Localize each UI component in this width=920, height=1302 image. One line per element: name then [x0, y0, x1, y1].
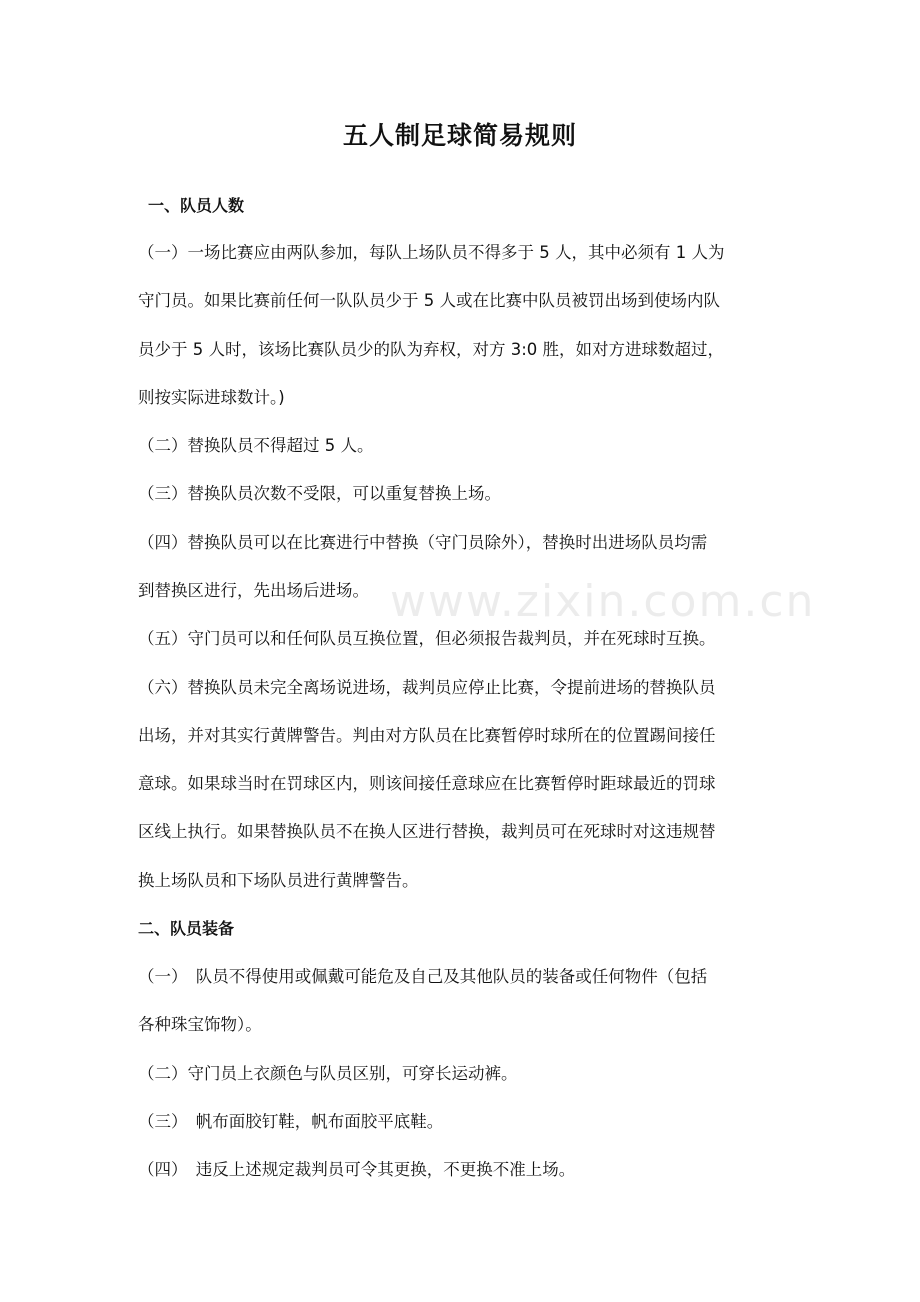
paragraph-line: （一）一场比赛应由两队参加，每队上场队员不得多于 5 人，其中必须有 1 人为	[138, 243, 725, 262]
paragraph-line: （四） 违反上述规定裁判员可令其更换，不更换不准上场。	[138, 1160, 576, 1179]
paragraph-line: （二）替换队员不得超过 5 人。	[138, 436, 374, 455]
paragraph-line: 各种珠宝饰物）。	[138, 1015, 262, 1034]
paragraph-line: （六）替换队员未完全离场说进场，裁判员应停止比赛，令提前进场的替换队员	[138, 678, 716, 697]
paragraph-line: 员少于 5 人时，该场比赛队员少的队为弃权，对方 3:0 胜，如对方进球数超过，	[138, 340, 725, 359]
paragraph-line: （三） 帆布面胶钉鞋，帆布面胶平底鞋。	[138, 1112, 444, 1131]
section-heading-players: 一、队员人数	[148, 196, 245, 215]
document-title: 五人制足球简易规则	[342, 121, 577, 150]
paragraph-line: 出场，并对其实行黄牌警告。判由对方队员在比赛暂停时球所在的位置踢间接任	[138, 726, 716, 745]
paragraph-line: 到替换区进行，先出场后进场。	[138, 581, 369, 600]
paragraph-line: （二）守门员上衣颜色与队员区别，可穿长运动裤。	[138, 1064, 518, 1083]
paragraph-line: 意球。如果球当时在罚球区内，则该间接任意球应在比赛暂停时距球最近的罚球	[138, 774, 716, 793]
section-heading-equipment: 二、队员装备	[138, 919, 235, 938]
paragraph-line: 守门员。如果比赛前任何一队队员少于 5 人或在比赛中队员被罚出场到使场内队	[138, 291, 720, 310]
paragraph-line: （一） 队员不得使用或佩戴可能危及自己及其他队员的装备或任何物件（包括	[138, 967, 708, 986]
paragraph-line: 换上场队员和下场队员进行黄牌警告。	[138, 871, 419, 890]
paragraph-line: （五）守门员可以和任何队员互换位置，但必须报告裁判员，并在死球时互换。	[138, 629, 716, 648]
paragraph-line: 则按实际进球数计。)	[138, 388, 285, 407]
paragraph-line: 区线上执行。如果替换队员不在换人区进行替换，裁判员可在死球时对这违规替	[138, 822, 716, 841]
paragraph-line: （三）替换队员次数不受限，可以重复替换上场。	[138, 484, 501, 503]
paragraph-line: （四）替换队员可以在比赛进行中替换（守门员除外），替换时出进场队员均需	[138, 533, 708, 552]
watermark: www.zixin.com.cn	[390, 576, 816, 627]
